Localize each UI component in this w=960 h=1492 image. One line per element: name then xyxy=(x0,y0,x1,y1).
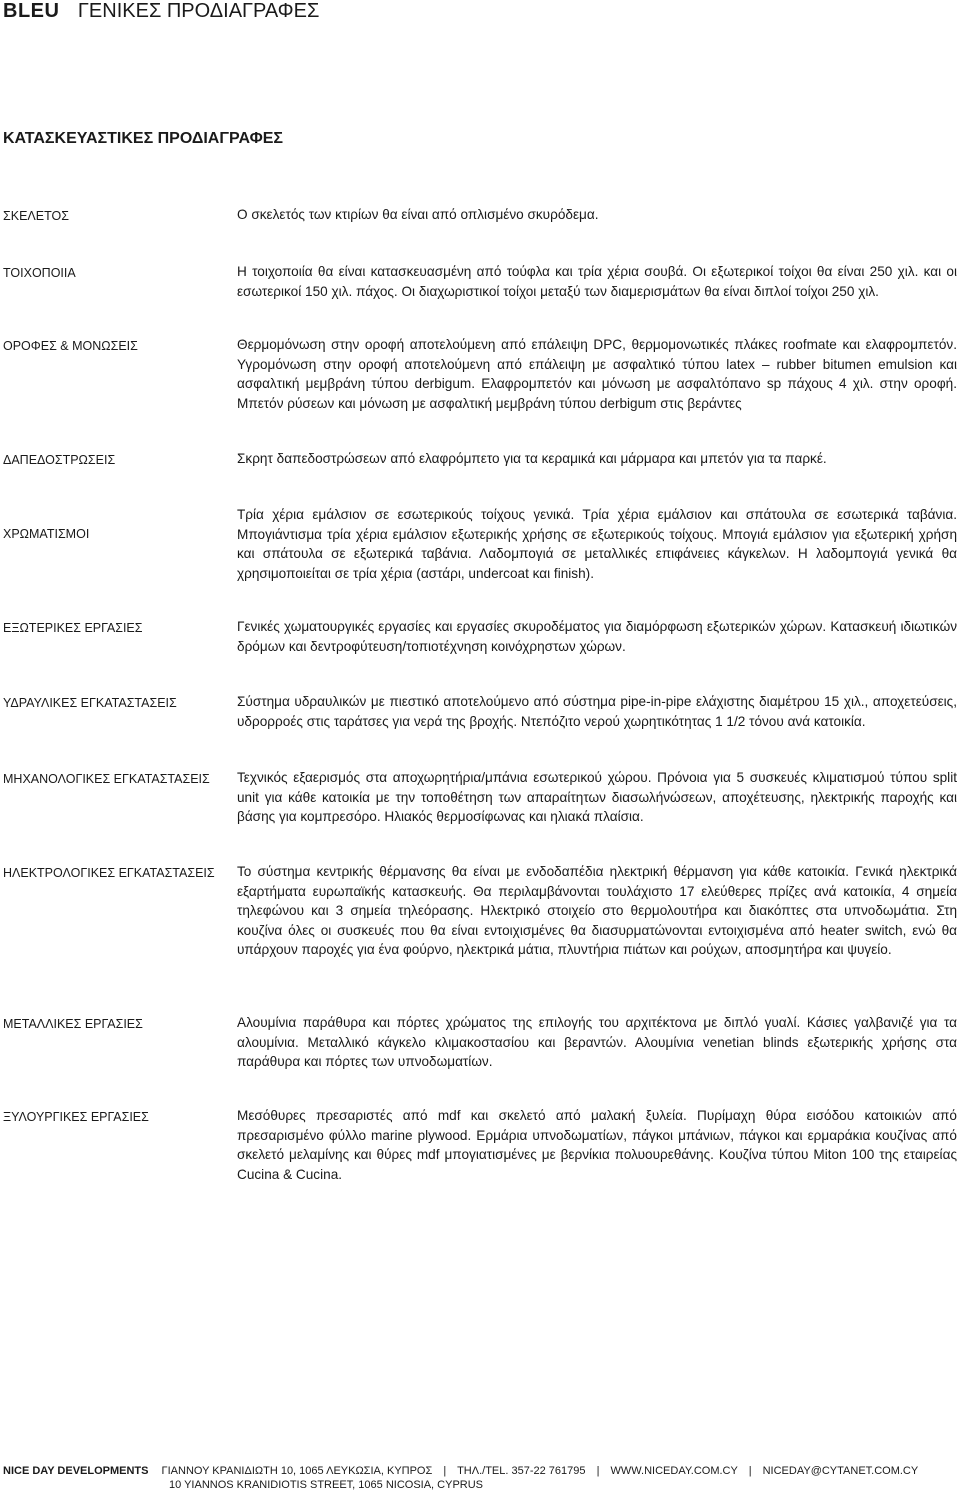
page-title: ΓΕΝΙΚΕΣ ΠΡΟΔΙΑΓΡΑΦΕΣ xyxy=(77,0,320,22)
spec-label: ΜΕΤΑΛΛΙΚΕΣ ΕΡΓΑΣΙΕΣ xyxy=(3,1017,143,1031)
footer-phone: ΤΗΛ./TEL. 357-22 761795 xyxy=(457,1465,586,1477)
spec-label: ΜΗΧΑΝΟΛΟΓΙΚΕΣ ΕΓΚΑΤΑΣΤΑΣΕΙΣ xyxy=(3,772,210,786)
spec-skeleton xyxy=(3,205,958,226)
footer-separator: | xyxy=(443,1465,447,1477)
page-footer xyxy=(3,1464,918,1492)
footer-line-2 xyxy=(3,1478,918,1492)
spec-label: ΥΔΡΑΥΛΙΚΕΣ ΕΓΚΑΤΑΣΤΑΣΕΙΣ xyxy=(3,696,177,710)
spec-text: Ο σκελετός των κτιρίων θα είναι από οπλισμένο σκυρόδεμα. xyxy=(237,207,599,222)
spec-label: ΣΚΕΛΕΤΟΣ xyxy=(3,209,69,223)
spec-text: Το σύστημα κεντρικής θέρμανσης θα είναι με ενδοδαπέδια ηλεκτρική θέρμανση για κάθε κατοικία. Γενικά ηλεκτρικά εξαρτήματα ευρωπαϊκής κατασκευής. Θα περιλαμβάνονται τουλάχιστο 17 ελεύθερες πρίζες ανά κατοικία, 4 σημεία τηλεφώνου και 3 σημεία τηλεόρασης. Ηλεκτρικό στοιχείο στο θερμολουτήρα και διακόπτες στα υπνοδωμάτια. Στη κουζίνα όλες οι συσκευές που θα είναι εντοιχισμένες θα διασυρματώνονται εντοιχισμένα από heater switch, ενώ θα υπάρχουν παροχές για ένα φούρνο, ηλεκτρικά μάτια, πλυντήρια πιάτων και ρούχων, αποσμητήρα και ψυγείο. xyxy=(237,864,957,957)
spec-metal-works xyxy=(3,1013,958,1072)
spec-label: ΕΞΩΤΕΡΙΚΕΣ ΕΡΓΑΣΙΕΣ xyxy=(3,621,143,635)
spec-paintwork xyxy=(3,505,958,583)
spec-text: Τεχνικός εξαερισμός στα αποχωρητήρια/μπάνια εσωτερικού χώρου. Πρόνοια για 5 συσκευές κλιματισμού τύπου split unit για κάθε κατοικία με την τοποθέτηση των απαραίτητων διασωλήνώσεων, αποχέτευσης, ηλεκτρικής παροχής και βάσης για κομπρεσόρο. Ηλιακός θερμοσίφωνας και ηλιακά πλαίσια. xyxy=(237,770,957,824)
page-header xyxy=(3,0,319,24)
footer-address-en: 10 YIANNOS KRANIDIOTIS STREET, 1065 NICOSIA, CYPRUS xyxy=(169,1479,483,1491)
spec-masonry xyxy=(3,262,958,301)
spec-floor-screeds xyxy=(3,449,958,470)
spec-mechanical xyxy=(3,768,958,827)
footer-line-1 xyxy=(3,1464,918,1478)
spec-carpentry xyxy=(3,1106,958,1184)
brand-name: BLEU xyxy=(3,0,60,22)
spec-label: ΧΡΩΜΑΤΙΣΜΟΙ xyxy=(3,527,90,541)
spec-text: Αλουμίνια παράθυρα και πόρτες χρώματος της επιλογής του αρχιτέκτονα με διπλό γυαλί. Κάσιες γαλβανιζέ για τα αλουμίνια. Μεταλλικό κάγκελο κλιμακοστασίου και βεραντών. Αλουμίνια venetian blinds εξωτερικής χρήσης στα παράθυρα και πόρτες των υπνοδωματίων. xyxy=(237,1015,957,1069)
spec-label: ΔΑΠΕΔΟΣΤΡΩΣΕΙΣ xyxy=(3,453,116,467)
spec-label: ΟΡΟΦΕΣ & ΜΟΝΩΣΕΙΣ xyxy=(3,339,138,353)
footer-separator: | xyxy=(596,1465,600,1477)
section-heading: ΚΑΤΑΣΚΕΥΑΣΤΙΚΕΣ ΠΡΟΔΙΑΓΡΑΦΕΣ xyxy=(3,130,283,147)
footer-separator: | xyxy=(748,1465,752,1477)
spec-electrical xyxy=(3,862,958,960)
spec-label: ΞΥΛΟΥΡΓΙΚΕΣ ΕΡΓΑΣΙΕΣ xyxy=(3,1110,149,1124)
spec-text: Μεσόθυρες πρεσαριστές από mdf και σκελετό από μαλακή ξυλεία. Πυρίμαχη θύρα εισόδου κατοικιών από πρεσαρισμένο φύλλο marine plywood. Ερμάρια υπνοδωματίων, πάγκοι μπάνιων, πάγκοι και ερμαράκια κουζίνας από σκελετό μελαμίνης και θύρες mdf μπογιατισμένες με βερνίκια πολυουρεθάνης. Κουζίνα τύπου Miton 100 της εταιρείας Cucina & Cucina. xyxy=(237,1108,957,1182)
spec-text: Σκρητ δαπεδοστρώσεων από ελαφρόμπετο για τα κεραμικά και μάρμαρα και μπετόν για τα παρκέ. xyxy=(237,451,827,466)
spec-roofs-insulation xyxy=(3,335,958,413)
spec-text: Θερμομόνωση στην οροφή αποτελούμενη από επάλειψη DPC, θερμομονωτικές πλάκες roofmate και ελαφρομπετόν. Υγρομόνωση στην οροφή αποτελούμενη από επάλειψη με ασφαλτικό τύπου latex – rubber bitumen emulsion και ασφαλτική μεμβράνη τύπου derbigum. Ελαφρομπετόν και μόνωση με ασφαλτόπανο sp πάχους 4 χιλ. στην οροφή. Μπετόν ρύσεων και μόνωση με ασφαλτική μεμβράνη τύπου derbigum στις βεράντες xyxy=(237,337,957,411)
footer-company: NICE DAY DEVELOPMENTS xyxy=(3,1465,149,1477)
spec-label: ΗΛΕΚΤΡΟΛΟΓΙΚΕΣ ΕΓΚΑΤΑΣΤΑΣΕΙΣ xyxy=(3,866,215,880)
spec-text: Τρία χέρια εμάλσιον σε εσωτερικούς τοίχους γενικά. Τρία χέρια εμάλσιον και σπάτουλα σε εσωτερικά ταβάνια. Μπογιάντισμα τρία χέρια εμάλσιον εξωτερικής χρήσης σε εξωτερικούς τοίχους. Μπογιά εμάλσιον για εξωτερική χρήση και σπάτουλα σε εξωτερικά ταβάνια. Λαδομπογιά σε μεταλλικές επιφάνειες κάγκελων. Η λαδομπογιά γενικά θα χρησιμοποιείται σε τρία χέρια (αστάρι, undercoat και finish). xyxy=(237,507,957,581)
spec-exterior-works xyxy=(3,617,958,656)
spec-label: ΤΟΙΧΟΠΟΙΙΑ xyxy=(3,266,76,280)
spec-text: Γενικές χωματουργικές εργασίες και εργασίες σκυροδέματος για διαμόρφωση εξωτερικών χώρων. Κατασκευή ιδιωτικών δρόμων και δεντροφύτευση/τοπιοτέχνηση κοινόχρηστων χώρων. xyxy=(237,619,957,654)
spec-text: Σύστημα υδραυλικών με πιεστικό αποτελούμενο από σύστημα pipe-in-pipe ελάχιστης διαμέτρου 15 χιλ., αποχετεύσεις, υδρορροές στις ταράτσες για νερά της βροχής. Ντεπόζιτο νερού χωρητικότητας 1 1/2 τόνου ανά κατοικία. xyxy=(237,694,957,729)
spec-plumbing xyxy=(3,692,958,731)
footer-website: WWW.NICEDAY.COM.CY xyxy=(610,1465,738,1477)
footer-address-gr: ΓΙΑΝΝΟΥ ΚΡΑΝΙΔΙΩΤΗ 10, 1065 ΛΕΥΚΩΣΙΑ, ΚΥΠΡΟΣ xyxy=(161,1465,433,1477)
footer-email: NICEDAY@CYTANET.COM.CY xyxy=(762,1465,919,1477)
spec-text: Η τοιχοποιία θα είναι κατασκευασμένη από τούφλα και τρία χέρια σουβά. Οι εξωτερικοί τοίχοι θα είναι 250 χιλ. και οι εσωτερικοί 150 χιλ. πάχος. Οι διαχωριστικοί τοίχοι μεταξύ των διαμερισμάτων θα είναι διπλοί τοίχοι 250 χιλ. xyxy=(237,264,957,299)
